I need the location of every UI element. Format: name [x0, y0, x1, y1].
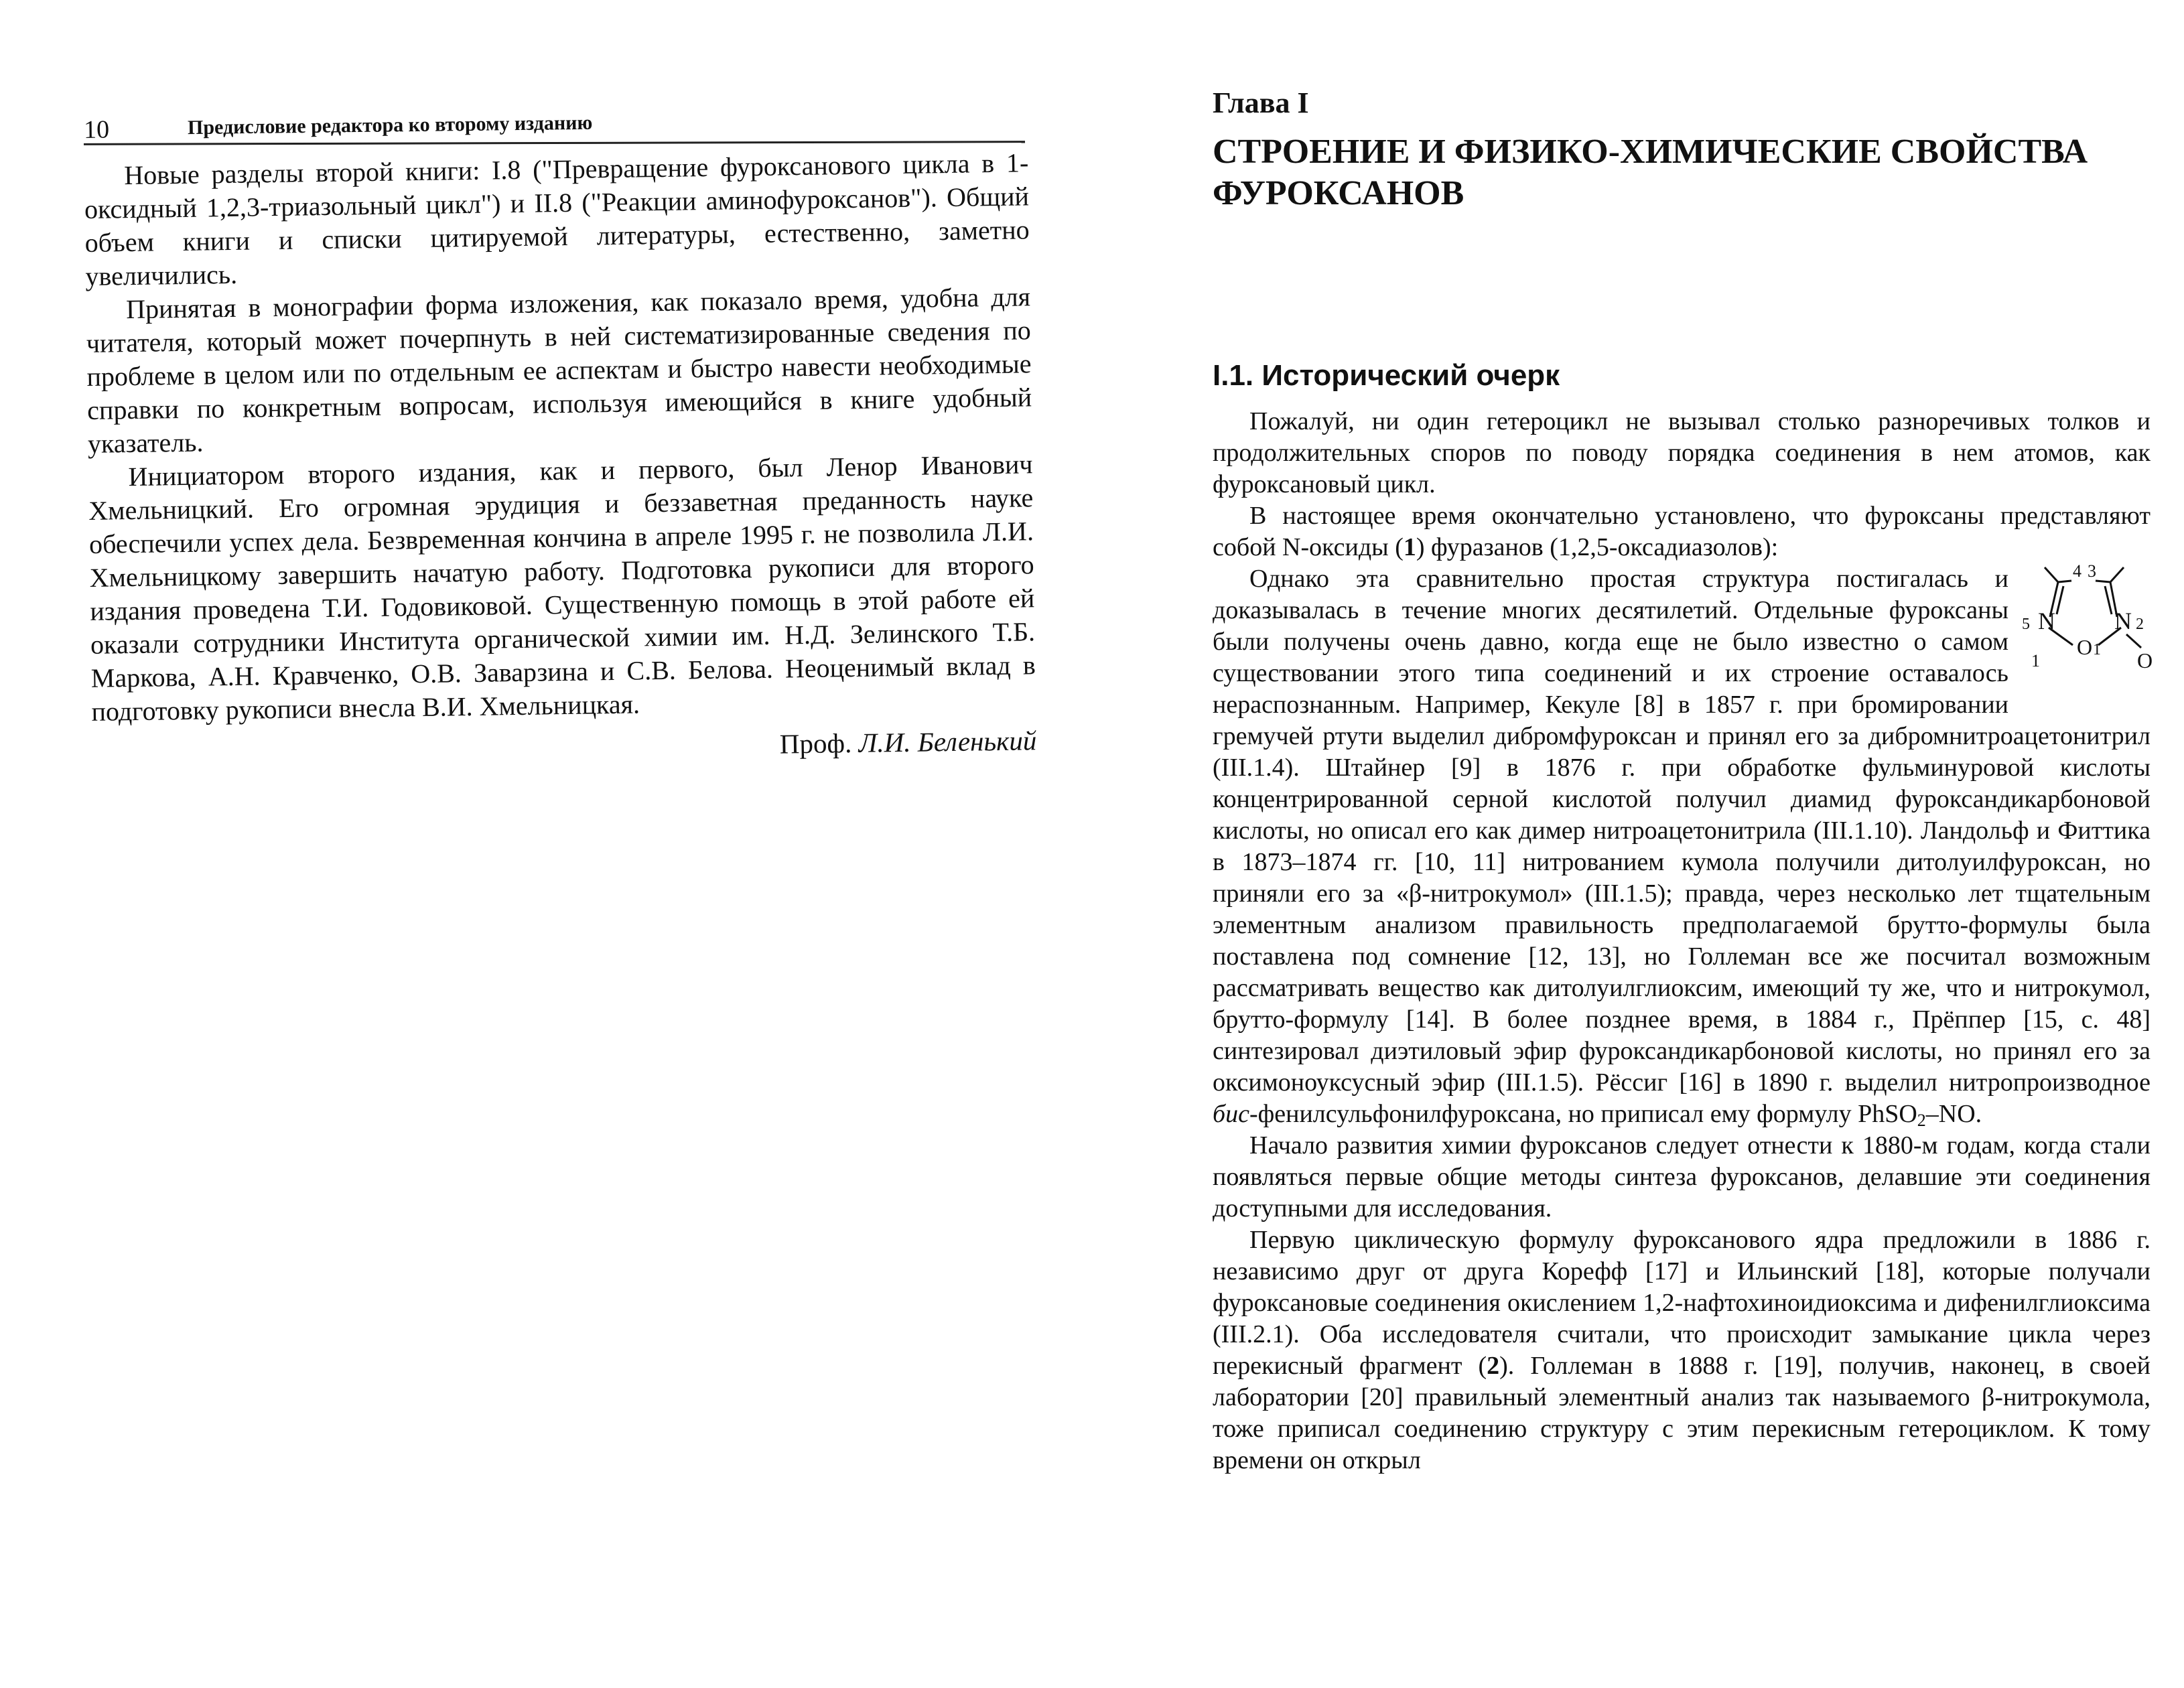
chapter-title: СТРОЕНИЕ И ФИЗИКО-ХИМИЧЕСКИЕ СВОЙСТВА ФУРОКСАНОВ — [1213, 133, 2088, 212]
body-paragraph: Начало развития химии фуроксанов следует отнести к 1880-м годам, когда стали появляться первые общие методы синтеза фуроксанов, делавшие эти соединения доступными для исследования. — [1213, 1131, 2151, 1222]
body-paragraph: Пожалуй, ни один гетероцикл не вызывал столько разноречивых толков и продолжительных споров по поводу порядка соединения в нем атомов, как фуроксановый цикл. — [1213, 407, 2151, 498]
chapter-text — [1213, 406, 2151, 1476]
atom-1: 1 — [2093, 641, 2101, 658]
atom-O: O — [2077, 635, 2093, 659]
atom-N1: N — [2038, 608, 2055, 634]
section-title: I.1. Исторический очерк — [1213, 359, 1560, 392]
atom-2: 2 — [2136, 616, 2144, 633]
chapter-label: Глава I — [1213, 86, 1309, 119]
compound-ref: 1 — [1403, 533, 1416, 561]
preface-text — [84, 146, 1037, 770]
furoxan-structure — [2017, 559, 2151, 697]
atom-3: 3 — [2088, 561, 2096, 581]
right-page — [1092, 0, 2184, 1688]
atom-O-exo: O — [2137, 648, 2153, 673]
body-paragraph: В настоящее время окончательно установлено, что фуроксаны представляют собой N-оксиды (1) фуразанов (1,2,5-оксадиазолов): — [1213, 502, 2151, 561]
preface-paragraph: Принятая в монографии форма изложения, как показало время, удобна для читателя, который может почерпнуть в ней систематизированные сведения по проблеме в целом или по отдельным ее аспектам и быстро навести необходимые справки по конкретным вопросам, используя имеющийся в книге удобный указатель. — [86, 281, 1032, 459]
atom-N2: N — [2114, 608, 2132, 634]
header-rule — [84, 141, 1025, 145]
body-paragraph: 4 3 5 N N 2 O 1 1 O Однако эта сравнительно простая структура постигалась и доказывалась в течение многих десятилетий. Отдельные фуроксаны были получены очень давно, когда еще не было известно о самом существовании этого типа соединений и их строение оставалось нераспознанным. Например, Кекуле [8] в 1857 г. при бромировании гремучей ртути выделил дибромфуроксан и принял его за дибромнитроацетонитрил (III.1.4). Штайнер [9] в 1876 г. при обработке фульминуровой кислоты концентрированной серной кислотой получил диамид фуроксандикарбоновой кислоты, но описал его как димер нитроацетонитрила (III.1.10). Ландольф и Фиттика в 1873–1874 гг. [10, 11] нитрованием кумола получили дитолуилфуроксан, но приняли его за «β-нитрокумол» (III.1.5); правда, через несколько лет тщательным элементным анализом правильность предполагаемой брутто-формулы была поставлена под сомнение [12, 13], но Голлеман все же посчитал возможным рассматривать вещество как дитолуилглиоксим, имеющий ту же, что и нитрокумол, брутто-формулу [14]. В более позднее время, в 1884 г., Прёппер [15, с. 48] синтезировал диэтиловый эфир фуроксандикарбоновой кислоты, но принял его за оксимоноуксусный эфир (III.1.5). Рёссиг [16] в 1890 г. выделил нитропроизводное бис-фенилсульфонилфуроксана, но приписал ему формулу PhSO$_2$–NO. — [1213, 563, 2151, 1130]
atom-5: 5 — [2022, 616, 2030, 633]
atom-1-left: 1 — [2031, 651, 2040, 671]
signature-prefix: Проф. — [779, 727, 852, 760]
body-paragraph: Первую циклическую формулу фуроксанового ядра предложили в 1886 г. независимо друг от друга Корефф [17] и Ильинский [18], которые получали фуроксановые соединения окислением 1,2-нафтохиноидиоксима и дифенилглиоксима (III.2.1). Оба исследователя считали, что происходит замыкание цикла через перекисный фрагмент (2). Голлеман в 1888 г. [19], получив, наконец, в своей лаборатории [20] правильный элементный анализ так называемого β-нитрокумола, тоже приписал соединению структуру с этим перекисным гетероциклом. К тому времени он открыл — [1213, 1226, 2151, 1474]
signature-name: Л.И. Беленький — [858, 725, 1037, 758]
preface-paragraph: Инициатором второго издания, как и первого, был Ленор Иванович Хмельницкий. Его огромная эрудиция и беззаветная преданность науке обеспечили успех дела. Безвременная кончина в апреле 1995 г. не позволила Л.И. Хмельницкому завершить начатую работу. Подготовка рукописи для второго издания проведена Т.И. Годовиковой. Существенную помощь в этой работе ей оказали сотрудники Института органической химии им. Н.Д. Зелинского Т.Б. Маркова, А.Н. Кравченко, О.В. Заварзина и С.В. Белова. Неоценимый вклад в подготовку рукописи внесла В.И. Хмельницкая. — [88, 449, 1036, 727]
atom-4: 4 — [2073, 561, 2081, 581]
running-title: Предисловие редактора ко второму изданию — [187, 111, 593, 139]
page-number: 10 — [83, 115, 110, 144]
signature — [92, 723, 1037, 770]
running-head — [83, 104, 1025, 144]
preface-paragraph: Новые разделы второй книги: I.8 ("Превращение фуроксанового цикла в 1-оксидный 1,2,3-триазольный цикл") и II.8 ("Реакции аминофуроксанов"). Общий объем книги и списки цитируемой литературы, естественно, заметно увеличились. — [84, 147, 1030, 291]
compound-ref: 2 — [1487, 1352, 1500, 1380]
